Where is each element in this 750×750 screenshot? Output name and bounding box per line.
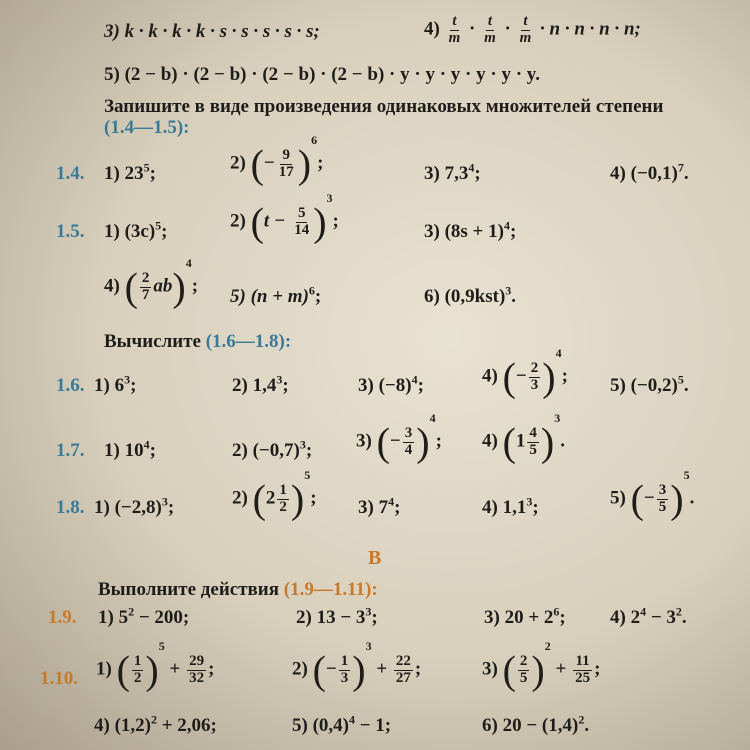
p17-a: 1) $10^4$; <box>104 437 156 461</box>
heading-calculate: Вычислите (1.6—1.8): <box>104 331 292 352</box>
problem-1-8-number: 1.8. <box>56 497 85 518</box>
p110-f: 6) $20 - (1,4)^2$. <box>482 712 590 736</box>
heading-write-as-product: Запишите в виде произведения одинаковых множителей степени (1.4—1.5): <box>104 96 664 138</box>
p17-c: 3) (− $\frac{3}{4}$ )$^4$; <box>356 411 442 465</box>
p15-d: 4) ( $\frac{2}{7}$ ab)$^4$; <box>104 256 199 310</box>
p18-a: 1) $(-2,8)^3$; <box>94 494 175 518</box>
p15-c: 3) $(8s + 1)^4$; <box>424 218 517 242</box>
p19-d: 4) $2^4 - 3^2$. <box>610 604 687 628</box>
p19-a: 1) $5^2 - 200$; <box>98 604 190 628</box>
problem-1-5-number: 1.5. <box>56 221 85 242</box>
p19-c: 3) $20 + 2^6$; <box>484 604 566 628</box>
p16-b: 2) $1,4^3$; <box>232 372 289 396</box>
p14-d: 4) $(-0,1)^7$. <box>610 160 689 184</box>
problem-1-6-number: 1.6. <box>56 375 85 396</box>
p14-b: 2) (− $\frac{9}{17}$ )$^6$; <box>230 133 324 187</box>
section-letter: B <box>368 547 382 569</box>
p15-b: 2) (t − $\frac{5}{14}$ )$^3$; <box>230 191 339 245</box>
p18-b: 2) (2 $\frac{1}{2}$ )$^5$; <box>232 468 317 522</box>
p14-c: 3) $7,3^4$; <box>424 160 481 184</box>
expr-top-4: 4) $\frac{t}{m}$ · $\frac{t}{m}$ · $\frac{t}{m}$ · n · n · n · n; <box>424 13 641 46</box>
p18-d: 4) $1,1^3$; <box>482 494 539 518</box>
expr-top-5: 5) (2 − b) · (2 − b) · (2 − b) · (2 − b) · y · y · y · y · y · y. <box>104 64 540 85</box>
p16-e: 5) $(-0,2)^5$. <box>610 372 689 396</box>
problem-1-9-number: 1.9. <box>48 607 77 628</box>
p17-d: 4) (1 $\frac{4}{5}$ )$^3$. <box>482 411 565 465</box>
p14-a: 1) $23^5$; <box>104 160 156 184</box>
p18-e: 5) (− $\frac{3}{5}$ )$^5$. <box>610 468 695 522</box>
p15-a: 1) $(3c)^5$; <box>104 218 168 242</box>
problem-1-4-number: 1.4. <box>56 163 85 184</box>
p16-c: 3) $(-8)^4$; <box>358 372 424 396</box>
p15-f: 6) $(0,9kst)^3$. <box>424 283 517 307</box>
p110-c: 3) ( $\frac{2}{5}$ )$^2$ + $\frac{11}{25}$ ; <box>482 639 601 693</box>
problem-1-10-number: 1.10. <box>40 668 78 689</box>
p17-b: 2) $(-0,7)^3$; <box>232 437 313 461</box>
p110-a: 1) ( $\frac{1}{2}$ )$^5$ + $\frac{29}{32}$ ; <box>96 639 215 693</box>
p16-a: 1) $6^3$; <box>94 372 137 396</box>
heading-perform-operations: Выполните действия (1.9—1.11): <box>98 579 378 600</box>
expr-top-3: 3) k · k · k · k · s · s · s · s · s; <box>104 21 320 42</box>
p19-b: 2) $13 - 3^3$; <box>296 604 378 628</box>
p16-d: 4) (− $\frac{2}{3}$ )$^4$; <box>482 346 568 400</box>
p110-b: 2) (− $\frac{1}{3}$ )$^3$ + $\frac{22}{27}$ ; <box>292 639 422 693</box>
p15-e: 5) $(n + m)^6$; <box>230 283 322 307</box>
p110-e: 5) $(0,4)^4 - 1$; <box>292 712 392 736</box>
problem-1-7-number: 1.7. <box>56 440 85 461</box>
p18-c: 3) $7^4$; <box>358 494 401 518</box>
p110-d: 4) $(1,2)^2 + 2,06$; <box>94 712 217 736</box>
